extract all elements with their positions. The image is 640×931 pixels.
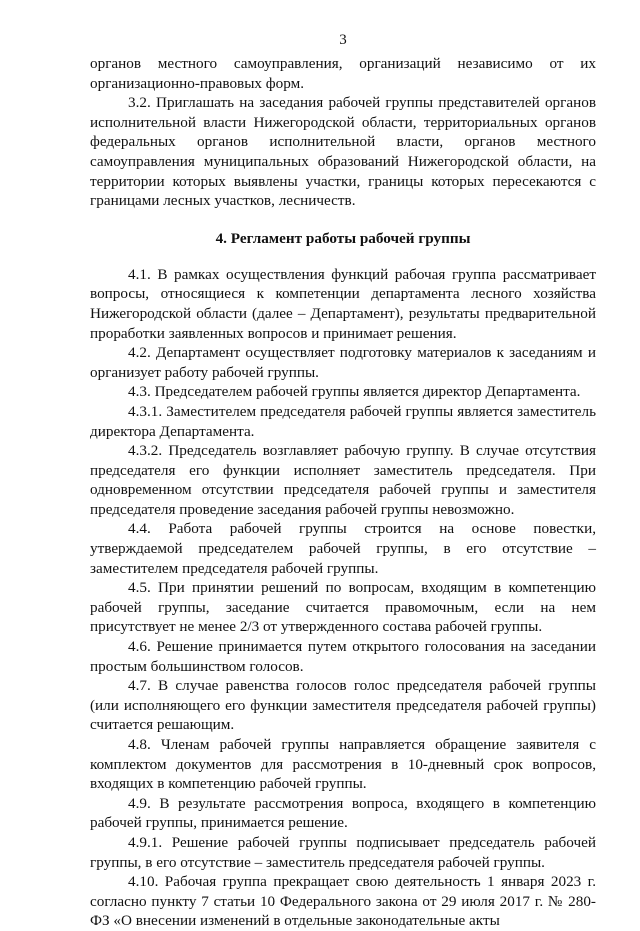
paragraph: органов местного самоуправления, организаций независимо от их организационно-правовых форм. bbox=[90, 55, 596, 92]
paragraph: 4.3.1. Заместителем председателя рабочей группы является заместитель директора Департамента. bbox=[90, 402, 596, 440]
paragraphs-after bbox=[90, 265, 596, 931]
paragraph: 4.3. Председателем рабочей группы является директор Департамента. bbox=[128, 383, 581, 401]
paragraph: 4.6. Решение принимается путем открытого голосования на заседании простым большинством голосов. bbox=[90, 638, 596, 675]
paragraph: 4.3.2. Председатель возглавляет рабочую группу. В случае отсутствия председателя его функции исполняет заместитель председателя. При одновременном отсутствии председателя рабочей группы и заместителя председателя проведение заседания рабочей группы невозможно. bbox=[90, 442, 596, 518]
paragraph: 4.4. Работа рабочей группы строится на основе повестки, утверждаемой председателем рабочей группы, в его отсутствие – заместителем председателя рабочей группы. bbox=[90, 520, 596, 577]
page-number: 3 bbox=[339, 32, 347, 48]
paragraph: 4.7. В случае равенства голосов голос председателя рабочей группы (или исполняющего его функции заместителя председателя рабочей группы) считается решающим. bbox=[90, 677, 596, 734]
paragraph: 4.2. Департамент осуществляет подготовку материалов к заседаниям и организует работу рабочей группы. bbox=[90, 344, 596, 381]
paragraph: 4.10. Рабочая группа прекращает свою деятельность 1 января 2023 г. согласно пункту 7 статьи 10 Федерального закона от 29 июля 2017 г. № 280-ФЗ «О внесении изменений в отдельные законодательные акты bbox=[90, 873, 596, 930]
paragraph: 4.9. В результате рассмотрения вопроса, входящего в компетенцию рабочей группы, принимается решение. bbox=[90, 794, 596, 832]
paragraphs-before bbox=[90, 54, 596, 211]
paragraph: 4.8. Членам рабочей группы направляется обращение заявителя с комплектом документов для рассмотрения в 10-дневный срок вопросов, входящих в компетенцию рабочей группы. bbox=[90, 736, 596, 793]
paragraph: 3.2. Приглашать на заседания рабочей группы представителей органов исполнительной власти Нижегородской области, территориальных органов федеральных органов исполнительной власти, органов местного самоуправления муниципальных образований Нижегородской области, на территории которых выявлены участки, границы которых пересекаются с границами лесных участков, лесничеств. bbox=[90, 94, 596, 210]
document-page bbox=[90, 30, 596, 931]
paragraph: 4.5. При принятии решений по вопросам, входящим в компетенцию рабочей группы, заседание считается правомочным, если на нем присутствует не менее 2/3 от утвержденного состава рабочей группы. bbox=[90, 579, 596, 636]
paragraph: 4.9.1. Решение рабочей группы подписывает председатель рабочей группы, в его отсутствие – заместитель председателя рабочей группы. bbox=[90, 833, 596, 871]
paragraph: 4.1. В рамках осуществления функций рабочая группа рассматривает вопросы, относящиеся к компетенции департамента лесного хозяйства Нижегородской области (далее – Департамент), результаты предварительной проработки заявленных вопросов и принимает решения. bbox=[90, 265, 596, 342]
section-heading: 4. Регламент работы рабочей группы bbox=[215, 229, 471, 247]
